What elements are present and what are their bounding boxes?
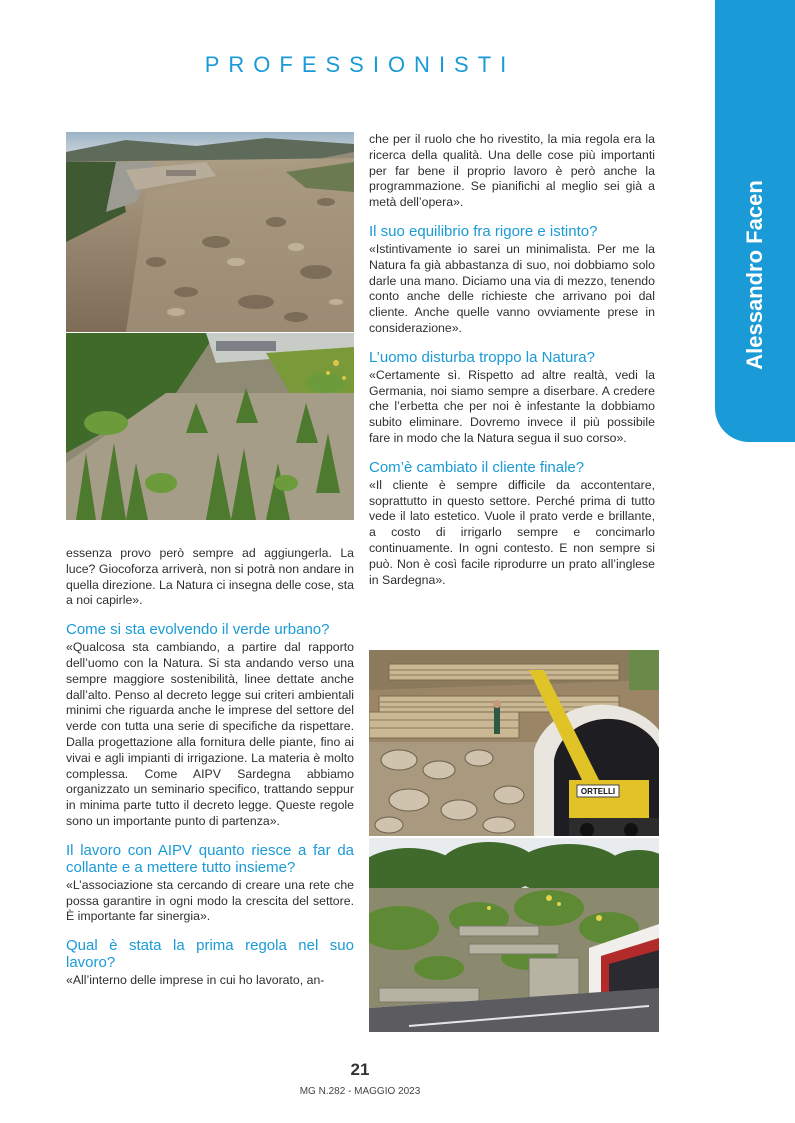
- answer-uomo-natura: «Certamente sì. Rispetto ad altre realtà, vedi la Germania, noi siamo sempre a diserbare. A credere che l’erbetta che per noi è infestante la dobbiamo subito eliminare. Dovremo invece il più possibile fare in modo che la Natura segua il suo corso».: [369, 367, 655, 445]
- author-name: Alessandro Facen: [742, 180, 767, 370]
- right-intro-paragraph: che per il ruolo che ho rivestito, la mia regola era la ricerca della qualità. Una delle cose più importanti per far bene il proprio lavoro è però anche la programmazione. Se pianifichi al meglio sei già a metà dell’opera».: [369, 132, 655, 210]
- answer-equilibrio: «Istintivamente io sarei un minimalista. Per me la Natura fa già abbastanza di suo, noi dobbiamo solo darle una mano. Diciamo una via di mezzo, tenendo conto anche delle richieste che arrivano poi dal cliente. Anche quelle vanno ovviamente prese in considerazione».: [369, 241, 655, 335]
- crane-brand-label: ORTELLI: [580, 787, 616, 796]
- issue-footer: MG N.282 - MAGGIO 2023: [299, 1086, 421, 1097]
- question-aipv: Il lavoro con AIPV quanto riesce a far da collante e a mettere tutto insieme?: [66, 841, 354, 876]
- answer-cliente-finale: «Il cliente è sempre difficile da accontentare, soprattutto in questo settore. Perché prima di tutto vede il lato estetico. Vuole il prato verde e brillante, a costo di irrigarlo sempre e concimarlo continuamente. In ogni contesto. E non sempre si può. Non è così facile riprodurre un prato all’inglese in Sardegna».: [369, 477, 655, 587]
- question-equilibrio: Il suo equilibrio fra rigore e istinto?: [369, 222, 598, 240]
- answer-prima-regola: «All’interno delle imprese in cui ho lavorato, an-: [66, 973, 325, 988]
- photo-rocky-slope: [66, 132, 354, 332]
- photo-green-terraces: [369, 838, 659, 1032]
- question-prima-regola: Qual è stata la prima regola nel suo lavoro?: [66, 937, 354, 972]
- photo-crane-tunnel: [369, 650, 659, 836]
- left-intro-paragraph: essenza provo però sempre ad aggiungerla. La luce? Giocoforza arriverà, non si potrà non andare in quella direzione. La Natura ci insegna delle cose, sta a noi capirle».: [66, 546, 354, 608]
- question-uomo-natura: L’uomo disturba troppo la Natura?: [369, 348, 595, 366]
- photo-vegetated-slope: [66, 333, 354, 520]
- page-number: 21: [350, 1060, 370, 1079]
- answer-verde-urbano: «Qualcosa sta cambiando, a partire dal rapporto dell’uomo con la Natura. Si sta andando verso una sempre maggiore sostenibilità, linee dettate anche dall’alto. Penso al decreto legge sui criteri ambientali minimi che riguarda anche le imprese del settore del verde con tutta una serie di specifiche da rispettare. Dalla progettazione alla fornitura delle piante, fino ai vivai e agli impianti di irrigazione. La materia è molto complessa. Come AIPV Sardegna abbiamo organizzato un seminario specifico, trattando seppur in minima parte tutto il decreto legge. Queste regole sono un importante punto di partenza».: [66, 640, 354, 828]
- section-title: PROFESSIONISTI: [204, 52, 516, 77]
- question-cliente-finale: Com’è cambiato il cliente finale?: [369, 458, 585, 476]
- question-verde-urbano: Come si sta evolvendo il verde urbano?: [66, 621, 330, 639]
- author-side-tab: [715, 0, 795, 442]
- right-column: [369, 132, 655, 592]
- answer-aipv: «L’associazione sta cercando di creare una rete che possa garantire in ogni modo la crescita del settore. È importante far sinergia».: [66, 877, 354, 924]
- left-column: [66, 546, 354, 993]
